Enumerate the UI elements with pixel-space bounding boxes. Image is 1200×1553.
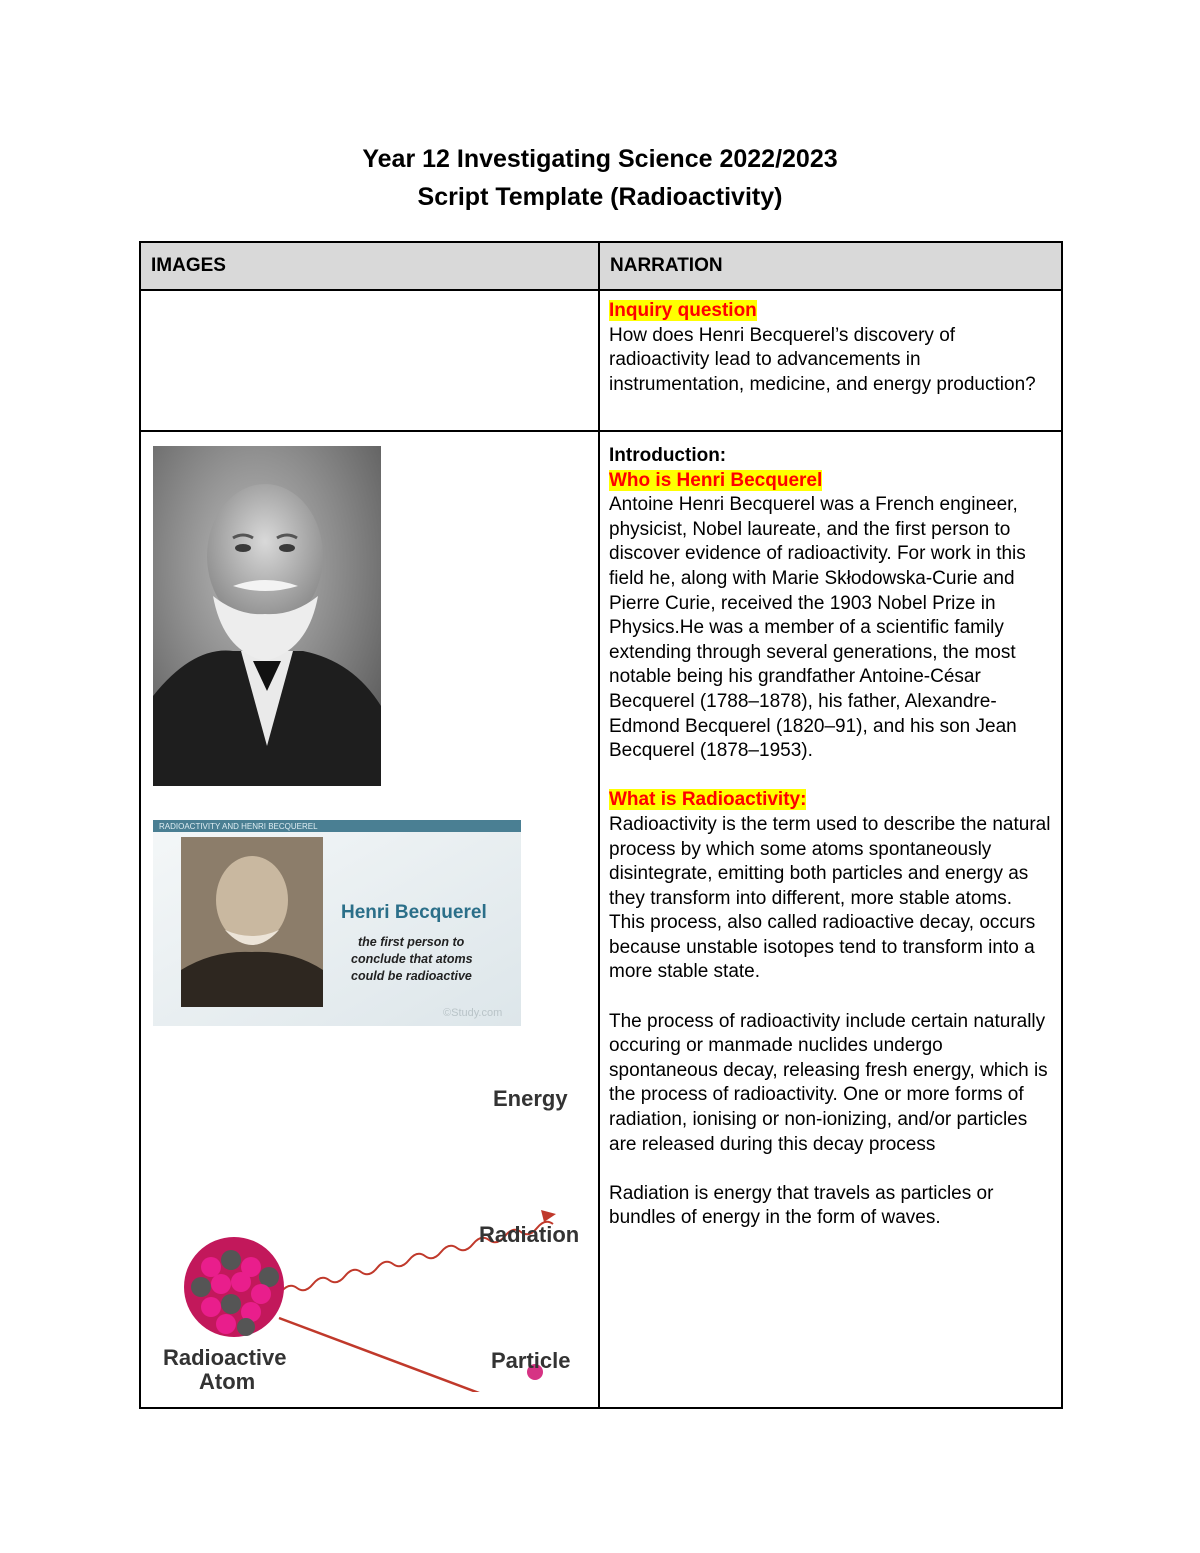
images-cell: [140, 431, 599, 1408]
document-title: Year 12 Investigating Science 2022/2023: [362, 145, 838, 173]
narration-cell: [599, 290, 1062, 431]
radioactive-atom-diagram: [151, 1072, 596, 1392]
diagram-radiation-label: Radiation: [479, 1222, 580, 1247]
images-cell-empty: [140, 290, 599, 431]
diagram-atom-label-line1: Radioactive: [163, 1345, 287, 1370]
document-subtitle: Script Template (Radioactivity): [417, 183, 783, 211]
who-is-becquerel-label: Who is Henri Becquerel: [609, 469, 823, 491]
images-column-header: IMAGES: [140, 242, 599, 290]
radiation-definition-text: Radiation is energy that travels as particles or bundles of energy in the form of waves.: [609, 1182, 994, 1229]
radioactivity-process-text: The process of radioactivity include certain naturally occuring or manmade nuclides undergo spontaneous decay, releasing fresh energy, which is the process of radioactivity. One or more forms of radiation, ionising or non-ionizing, and/or particles are released during this decay process: [609, 1010, 1048, 1155]
card-caption-line1: the first person to: [358, 935, 465, 949]
card-caption-line2: conclude that atoms: [351, 952, 473, 966]
narration-column-header: NARRATION: [599, 242, 1062, 290]
narration-cell: [599, 431, 1062, 1408]
inquiry-question-label: Inquiry question: [609, 300, 757, 321]
card-caption-line3: could be radioactive: [351, 969, 472, 983]
particle-arrow: [279, 1318, 519, 1392]
becquerel-portrait-image: [153, 446, 381, 786]
who-is-becquerel-text: Antoine Henri Becquerel was a French engineer, physicist, Nobel laureate, and the first person to discover evidence of radioactivity. For work in this field he, along with Marie Skłodowska-Curie and Pierre Curie, received the 1903 Nobel Prize in Physics.He was a member of a scientific family extending through several generations, the most notable being his grandfather Antoine-César Becquerel (1788–1878), his father, Alexandre-Edmond Becquerel (1820–91), and his son Jean Becquerel (1878–1953).: [609, 494, 1026, 762]
table-row: [140, 431, 1062, 1408]
table-header-row: [140, 242, 1062, 290]
diagram-energy-label: Energy: [493, 1086, 568, 1111]
inquiry-question-text: How does Henri Becquerel’s discovery of radioactivity lead to advancements in instrumentation, medicine, and energy production?: [609, 324, 1036, 395]
card-name-text: Henri Becquerel: [341, 902, 487, 923]
script-table: [139, 241, 1063, 1409]
energy-arrowhead: [541, 1210, 556, 1222]
card-watermark: ©Study.com: [443, 1007, 503, 1019]
diagram-particle-label: Particle: [491, 1348, 571, 1373]
what-is-radioactivity-label: What is Radioactivity:: [609, 789, 807, 811]
atom-nucleus: [184, 1237, 284, 1337]
becquerel-info-card-image: [153, 820, 521, 1026]
card-banner-text: RADIOACTIVITY AND HENRI BECQUEREL: [159, 822, 318, 831]
what-is-radioactivity-text: Radioactivity is the term used to describe the natural process by which some atoms spontaneously disintegrate, emitting both particles and energy as they transform into different, more stable atoms. This process, also called radioactive decay, occurs because unstable isotopes tend to transform into a more stable state.: [609, 813, 1051, 983]
table-row: [140, 290, 1062, 431]
introduction-heading: Introduction:: [609, 445, 727, 466]
diagram-atom-label-line2: Atom: [199, 1369, 256, 1392]
